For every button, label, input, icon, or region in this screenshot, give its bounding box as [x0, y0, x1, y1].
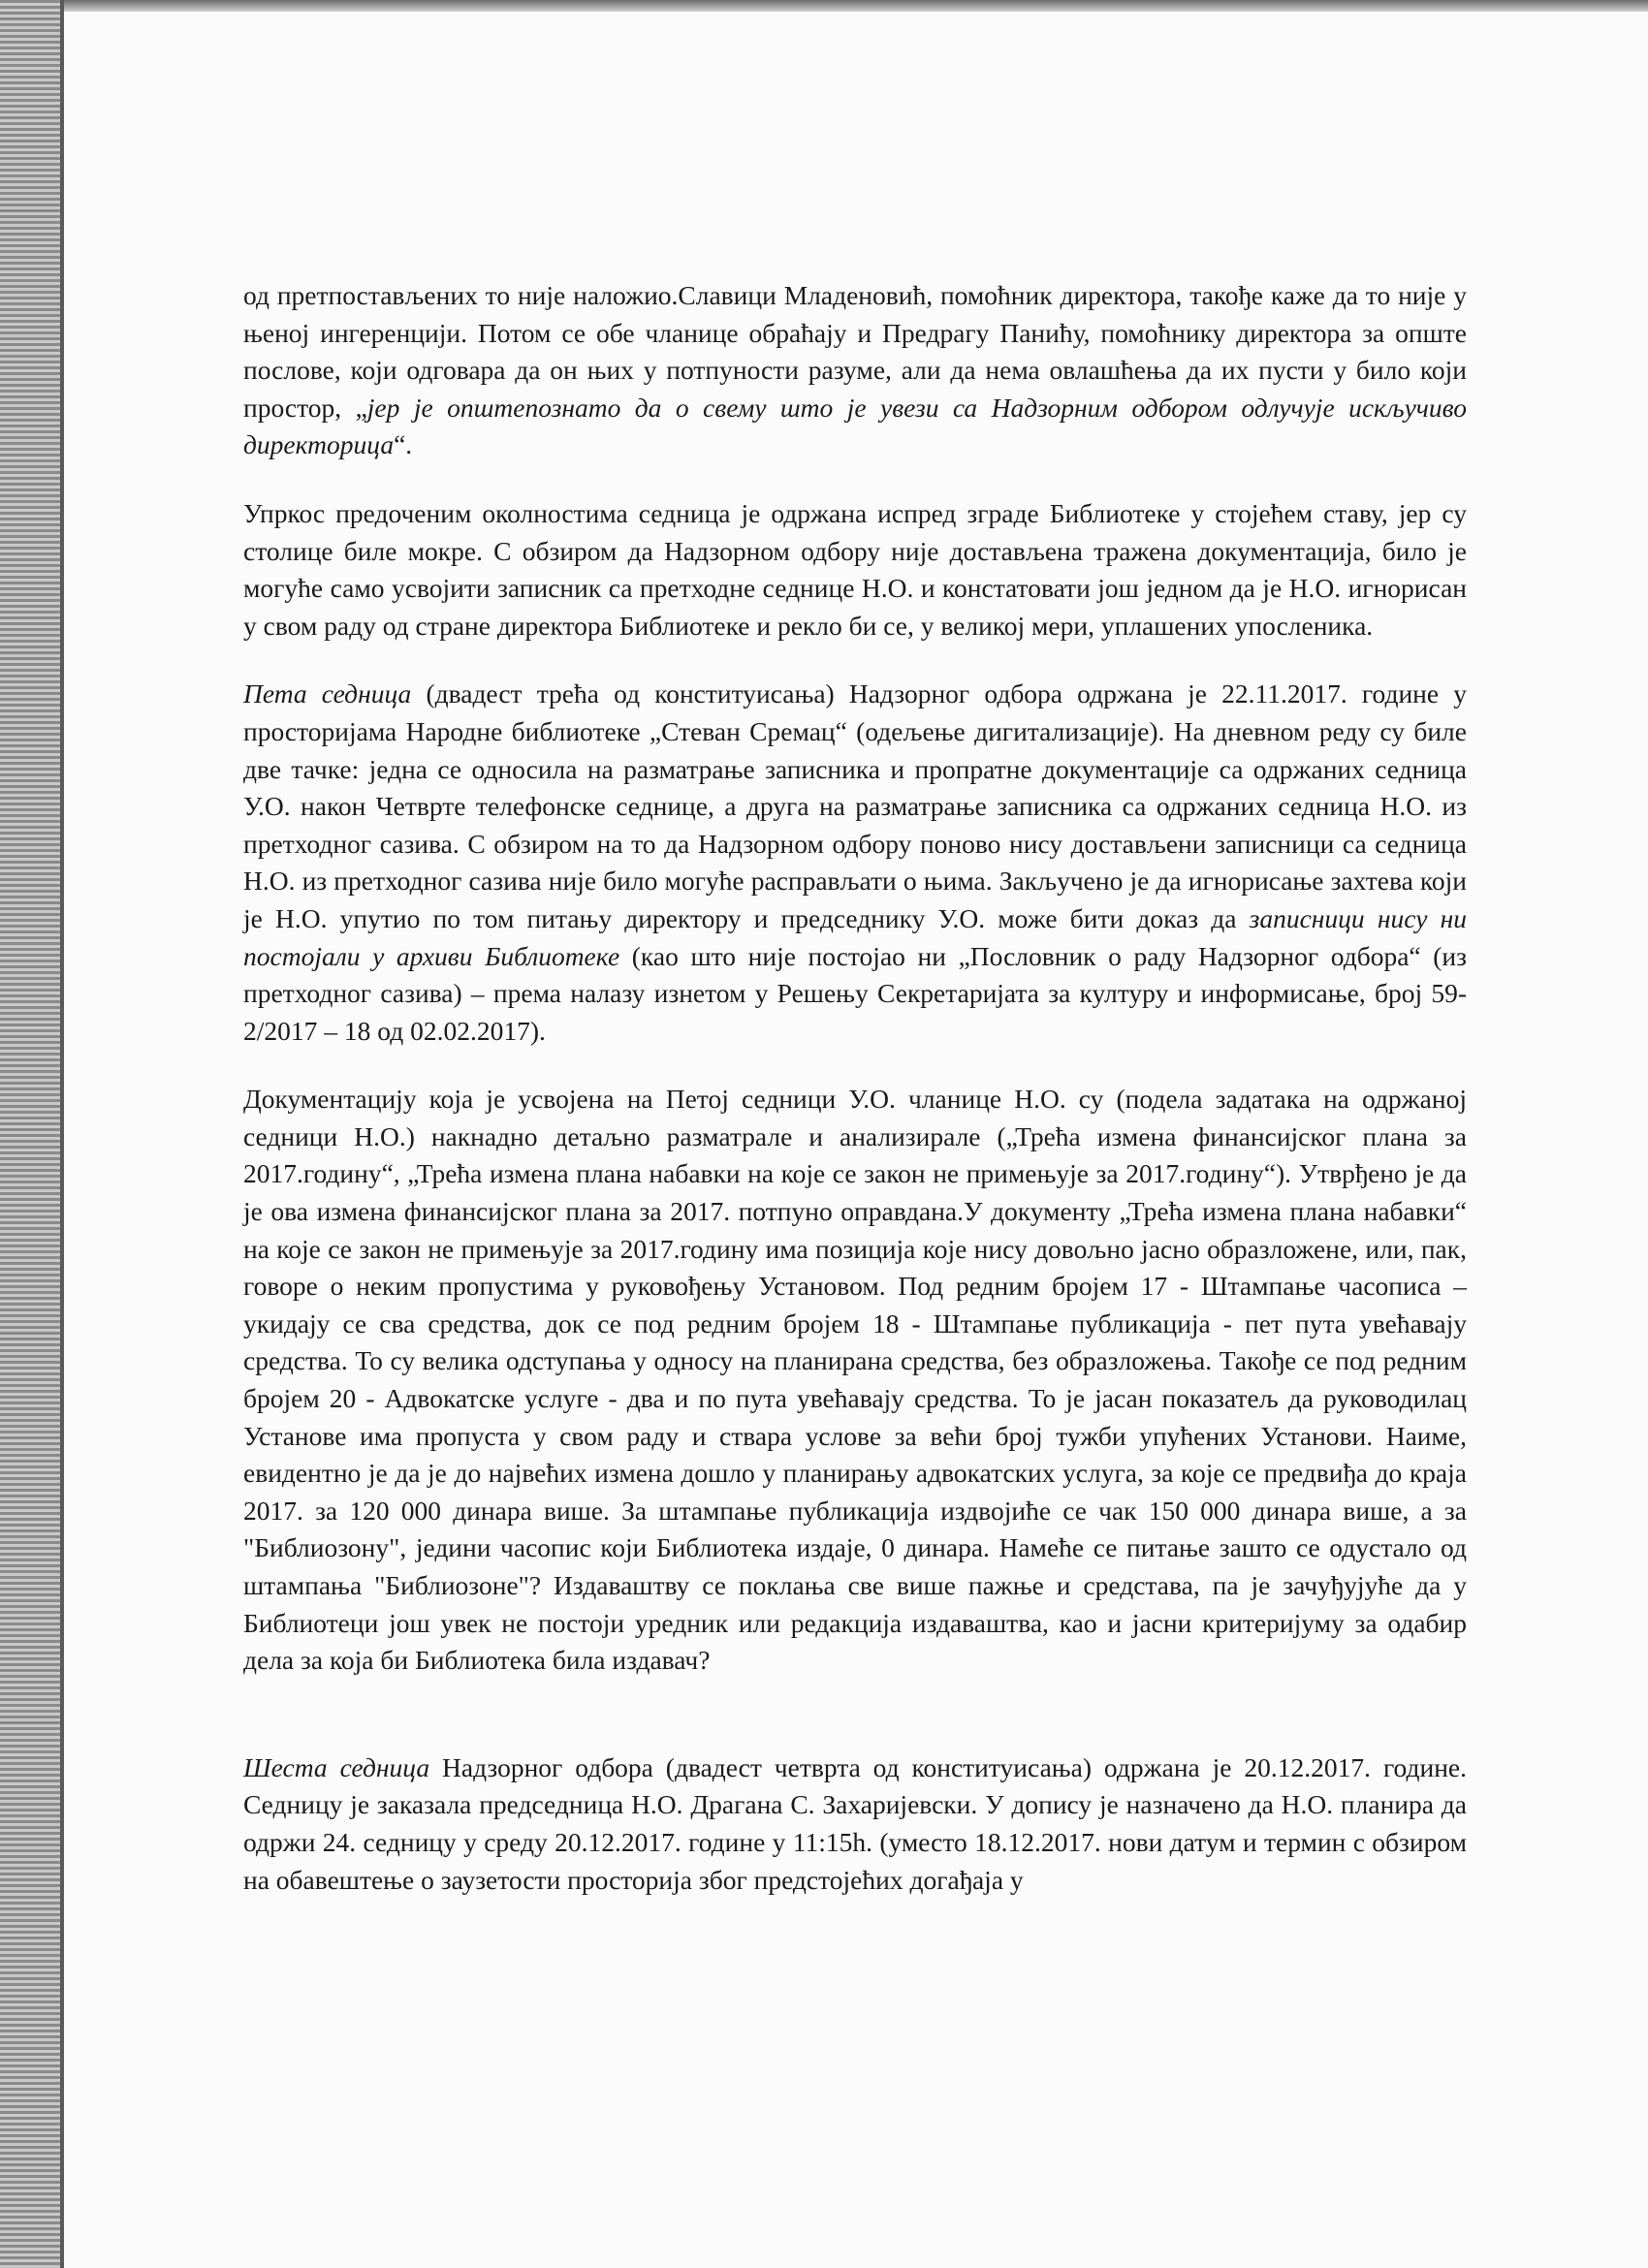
scan-edge-left-shadow	[60, 0, 64, 2268]
paragraph-5-heading: Шеста седница	[243, 1751, 430, 1782]
paragraph-3-heading: Пета седница	[243, 678, 412, 709]
document-body	[243, 277, 1467, 1930]
paragraph-4-text: Документацију која је усвојена на Петој седници У.О. чланице Н.О. су (подела задатака на одржаној седници Н.О.) накнадно детаљно разматрале и анализирале („Трећа измена финансијског плана за 2017.годину“, „Трећа измена плана набавки на које се закон не примењује за 2017.годину“). Утврђено је да је ова измена финансијског плана за 2017. потпуно оправдана.У документу „Трећа измена плана набавки“ на које се закон не примењује за 2017.годину има позиција које нису довољно јасно образложене, или, пак, говоре о неким пропустима у руковођењу Установом. Под редним бројем 17 - Штампање часописа – укидају се сва средства, док се под редним бројем 18 - Штампање публикација - пет пута увећавају средства. То су велика одступања у односу на планирана средства, без образложења. Такође се под редним бројем 20 - Адвокатске услуге - два и по пута увећавају средства. То је јасан показатељ да руководилац Установе има пропуста у свом раду и ствара услове за већи број тужби упућених Установи. Наиме, евидентно је да је до највећих измена дошло у планирању адвокатских услуга, за које се предвиђа до краја 2017. за 120 000 динара више. За штампање публикација издвојиће се чак 150 000 динара више, а за "Библиозону", једини часопис који Библиотека издаје, 0 динара. Намеће се питање зашто се одустало од штампања "Библиозоне"? Издаваштву се поклања све више пажње и средстава, па је зачуђујуће да у Библиотеци још увек не постоји уредник или редакција издаваштва, као и јасни критеријуму за одабир дела за која би Библиотека била издавач?	[243, 1084, 1467, 1676]
paragraph-1-text: од претпостављених то није наложио.Славици Младеновић, помоћник директора, такође каже да то није у њеној ингеренцији. Потом се обе чланице обраћају и Предрагу Панићу, помоћнику директора за опште послове, који одговара да он њих у потпуности разуме, али да нема овлашћења да их пусти у било који простор, „	[243, 280, 1467, 423]
paragraph-3-emphasis: записници нису ни постојали у архиви Библиотеке	[243, 902, 1467, 971]
paragraph-2-text: Упркос предоченим околностима седница је одржана испред зграде Библиотеке у стојећем ставу, јер су столице биле мокре. С обзиром да Надзорном одбору није достављена тражена документација, било је могуће само усвојити записник са претходне седнице Н.О. и констатовати још једном да је Н.О. игнорисан у свом раду од стране директора Библиотеке и рекло би се, у великој мери, уплашених упосленика.	[243, 497, 1467, 641]
paragraph-4	[243, 1081, 1467, 1680]
paragraph-2	[243, 495, 1467, 645]
paragraph-5-text: Надзорног одбора (двадест четврта од конституисања) одржана је 20.12.2017. године. Седницу је заказала председница Н.О. Драгана С. Захаријевски. У допису је назначено да Н.О. планира да одржи 24. седницу у среду 20.12.2017. године у 11:15h. (уместо 18.12.2017. нови датум и термин с обзиром на обавештење о заузетости просторија због предстојећих догађаја у	[243, 1751, 1467, 1895]
paragraph-1	[243, 277, 1467, 464]
paragraph-3	[243, 676, 1467, 1050]
paragraph-5	[243, 1749, 1467, 1899]
paragraph-1-end: “.	[394, 429, 413, 460]
paragraph-3-end: (као што није постојао ни „Пословник о раду Надзорног одбора“ (из претходног сазива) – према налазу изнетом у Решењу Секретаријата за културу и информисање, број 59-2/2017 – 18 од 02.02.2017).	[243, 940, 1467, 1046]
paragraph-3-text: (двадест трећа од конституисања) Надзорног одбора одржана је 22.11.2017. године у просторијама Народне библиотеке „Стеван Сремац“ (одељење дигитализације). На дневном реду су биле две тачке: једна се односила на разматрање записника и пропратне документације са одржаних седница У.О. након Четврте телефонске седнице, а друга на разматрање записника са одржаних седница Н.О. из претходног сазива. С обзиром на то да Надзорном одбору поново нису достављени записници са седница Н.О. из претходног сазива није било могуће расправљати о њима. Закључено је да игнорисање захтева који је Н.О. упутио по том питању директору и председнику У.О. може бити доказ да	[243, 678, 1467, 933]
scan-edge-left	[0, 0, 60, 2268]
scan-edge-top	[0, 0, 1648, 12]
paragraph-1-quote: јер је општепознато да о свему што је увези са Надзорним одбором одлучује искључиво директорица	[243, 392, 1467, 460]
